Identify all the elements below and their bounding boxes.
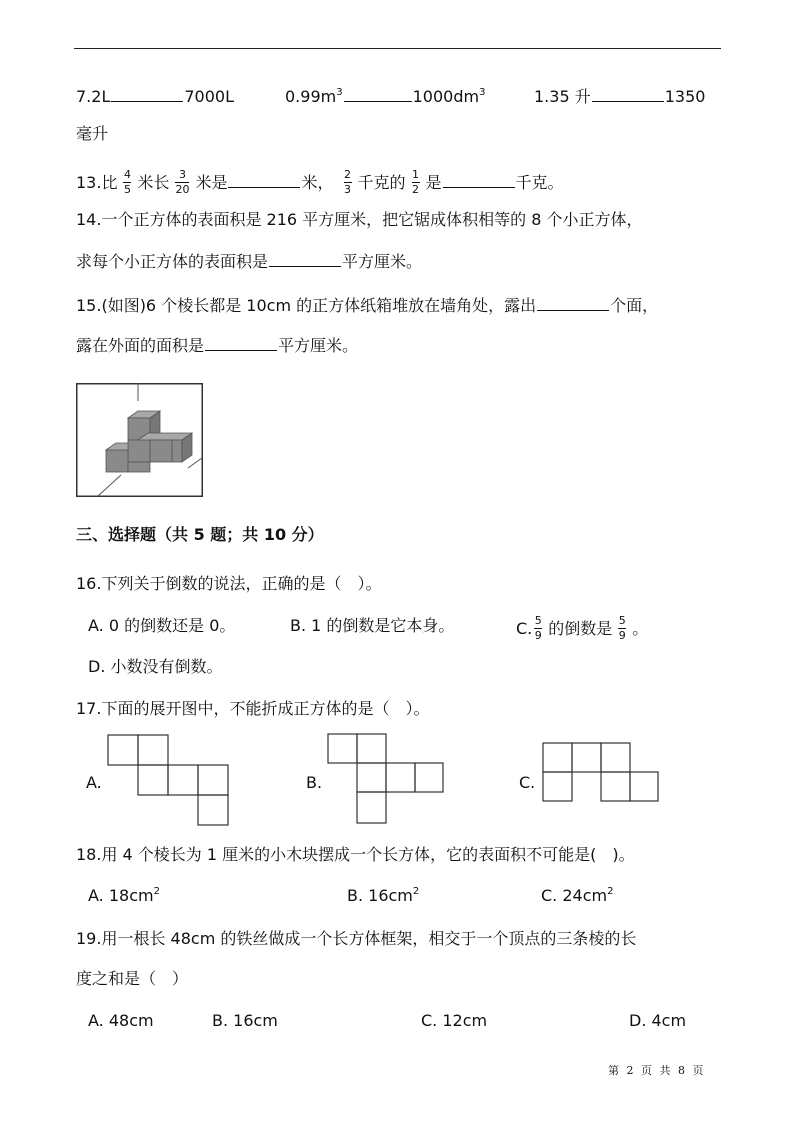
option-text: A. 18cm	[88, 886, 154, 905]
q14-line-1: 14.一个正方体的表面积是 216 平方厘米，把它锯成体积相等的 8 个小正方体，	[76, 210, 643, 229]
q17-option-a-label[interactable]: A.	[86, 773, 102, 792]
q16-option-d[interactable]: D. 小数没有倒数。	[88, 657, 223, 676]
page-footer: 第 2 页 共 8 页	[608, 1064, 706, 1077]
q17-stem: 17.下面的展开图中，不能折成正方体的是（ ）。	[76, 699, 430, 718]
q19-line-2: 度之和是（ ）	[76, 969, 189, 988]
option-text: C. 24cm	[541, 886, 608, 905]
q16-option-c[interactable]	[516, 616, 648, 643]
q12-b-right: 1000dm	[412, 87, 480, 106]
q12-b-left: 0.99m	[285, 87, 337, 106]
q13-prefix: 13.比	[76, 173, 118, 192]
q18-stem: 18.用 4 个棱长为 1 厘米的小木块摆成一个长方体，它的表面积不可能是( )。	[76, 845, 635, 864]
q15-line-1	[76, 296, 658, 316]
section-title: 三、选择题（共 5 题；共 10 分）	[76, 525, 324, 544]
numerator: 5	[534, 614, 542, 627]
cube-front	[128, 440, 150, 462]
header-rule	[74, 48, 721, 49]
q13-fraction-2	[175, 169, 189, 196]
q12-b-right-sup: 3	[479, 87, 486, 98]
cube-front	[128, 462, 150, 472]
q12-b-blank[interactable]	[344, 87, 412, 102]
q12-c-unit: 毫升	[76, 124, 109, 143]
q16-option-b[interactable]: B. 1 的倒数是它本身。	[290, 616, 455, 635]
q12-a-left: 7.2L	[76, 87, 111, 106]
q12-b	[285, 87, 485, 107]
q15-blank-2[interactable]	[205, 336, 277, 351]
numerator: 5	[618, 614, 626, 627]
q13-text: 米长	[137, 173, 170, 192]
q16-option-a[interactable]: A. 0 的倒数还是 0。	[88, 616, 236, 635]
q12-c-blank[interactable]	[592, 87, 664, 102]
q17-option-b-label[interactable]: B.	[306, 773, 323, 792]
denominator: 9	[618, 629, 626, 642]
boxes-corner-figure	[76, 383, 203, 497]
q15-line-2	[76, 336, 358, 356]
q18-option-a[interactable]	[88, 886, 160, 906]
q15-text: 露在外面的面积是	[76, 336, 205, 355]
q13-fraction-1	[123, 169, 131, 196]
q12-c	[534, 87, 705, 107]
q13-fraction-3	[344, 169, 352, 196]
q14-line-2	[76, 252, 422, 272]
numerator: 2	[344, 168, 351, 181]
q15-text: 平方厘米。	[278, 336, 359, 355]
q12-a-right: 7000L	[184, 87, 234, 106]
q19-option-b[interactable]: B. 16cm	[212, 1011, 278, 1030]
option-label: C.	[516, 619, 533, 638]
q18-option-b[interactable]	[347, 886, 419, 906]
q13-fraction-4	[412, 169, 420, 196]
denominator: 20	[175, 183, 190, 196]
option-text: B. 16cm	[347, 886, 413, 905]
q12-line	[76, 87, 234, 107]
cube-front	[172, 440, 182, 462]
q13-text: 千克。	[515, 173, 564, 192]
superscript: 2	[607, 886, 614, 897]
q17-option-c-label[interactable]: C.	[519, 773, 536, 792]
q16-fraction-2	[618, 615, 626, 642]
denominator: 3	[344, 183, 351, 196]
q13-blank-1[interactable]	[228, 173, 300, 188]
q19-option-d[interactable]: D. 4cm	[629, 1011, 687, 1030]
q12-a-blank[interactable]	[111, 87, 183, 102]
q12-c-left: 1.35 升	[534, 87, 591, 106]
q19-option-a[interactable]: A. 48cm	[88, 1011, 154, 1030]
q15-text: 个面，	[610, 296, 659, 315]
numerator: 4	[123, 168, 131, 181]
q12-c-right: 1350	[664, 87, 706, 106]
q17-net-c[interactable]	[542, 742, 660, 804]
denominator: 5	[123, 183, 131, 196]
option-text: 的倒数是	[548, 619, 613, 638]
q13-text: 米是	[195, 173, 228, 192]
q17-net-a[interactable]	[107, 734, 231, 828]
question-13	[76, 170, 564, 197]
denominator: 2	[412, 183, 420, 196]
q19-line-1: 19.用一根长 48cm 的铁丝做成一个长方体框架，相交于一个顶点的三条棱的长	[76, 929, 637, 948]
q13-text: 米，	[301, 173, 334, 192]
q19-option-c[interactable]: C. 12cm	[421, 1011, 488, 1030]
q13-blank-2[interactable]	[443, 173, 515, 188]
q14-text: 平方厘米。	[342, 252, 423, 271]
q14-text: 求每个小正方体的表面积是	[76, 252, 269, 271]
q12-b-sup: 3	[336, 87, 343, 98]
q14-blank[interactable]	[269, 252, 341, 267]
q13-text: 千克的	[357, 173, 406, 192]
denominator: 9	[534, 629, 542, 642]
cube-front	[106, 450, 128, 472]
q15-text: 15.(如图)6 个棱长都是 10cm 的正方体纸箱堆放在墙角处，露出	[76, 296, 537, 315]
q17-net-b[interactable]	[327, 732, 445, 826]
superscript: 2	[412, 886, 420, 897]
option-text: 。	[632, 619, 649, 638]
q16-fraction-1	[534, 615, 542, 642]
numerator: 1	[412, 168, 420, 181]
cube-front	[150, 440, 172, 462]
q15-blank-1[interactable]	[537, 296, 609, 311]
q13-text: 是	[425, 173, 442, 192]
q16-stem: 16.下列关于倒数的说法，正确的是（ ）。	[76, 574, 382, 593]
numerator: 3	[178, 168, 186, 181]
superscript: 2	[153, 886, 160, 897]
q18-option-c[interactable]	[541, 886, 613, 906]
